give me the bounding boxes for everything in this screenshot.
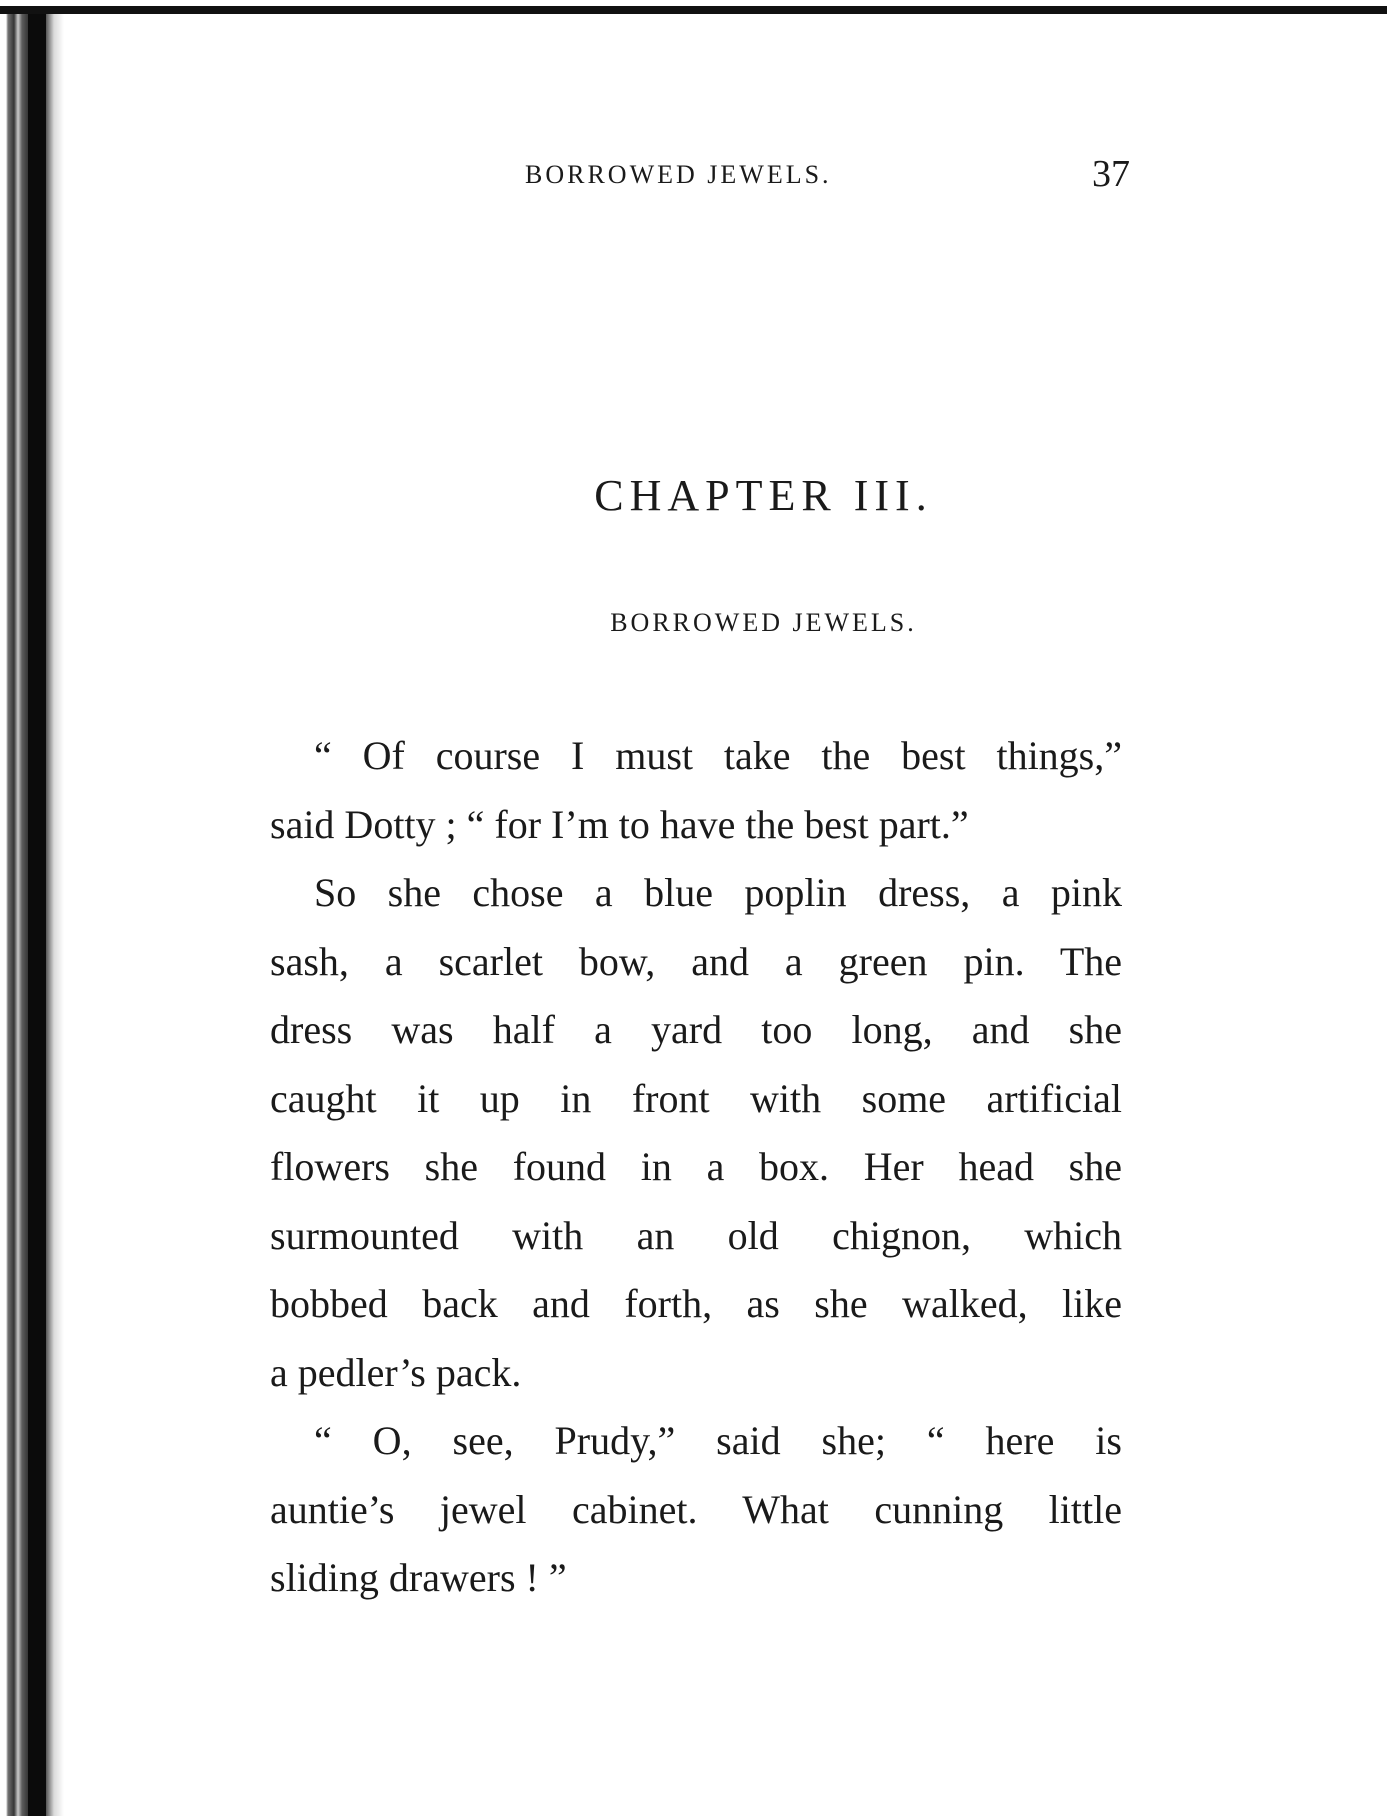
- text-line: caught it up in front with some artificial: [270, 1075, 1122, 1121]
- body-text: [270, 722, 1122, 1613]
- text-line: “ O, see, Prudy,” said she; “ here is: [314, 1418, 1122, 1463]
- running-head: [270, 153, 1130, 198]
- text-line: bobbed back and forth, as she walked, like: [270, 1281, 1122, 1326]
- text-line: surmounted with an old chignon, which: [270, 1212, 1122, 1258]
- text-line: a pedler’s pack.: [270, 1349, 522, 1395]
- text-line: “ Of course I must take the best things,”: [314, 733, 1122, 778]
- chapter-title: CHAPTER III.: [594, 471, 933, 520]
- text-line: So she chose a blue poplin dress, a pink: [314, 870, 1122, 915]
- text-line: auntie’s jewel cabinet. What cunning little: [270, 1486, 1122, 1532]
- text-line: said Dotty ; “ for I’m to have the best part.”: [270, 801, 969, 847]
- top-border-rule: [0, 6, 1387, 14]
- chapter-subtitle: BORROWED JEWELS.: [610, 608, 917, 637]
- running-head-title: BORROWED JEWELS.: [525, 160, 832, 189]
- text-line: dress was half a yard too long, and she: [270, 1007, 1122, 1052]
- binding-spine-shadow: [28, 14, 46, 1816]
- text-line: sash, a scarlet bow, and a green pin. The: [270, 938, 1122, 984]
- page-number: 37: [1092, 153, 1130, 195]
- text-line: flowers she found in a box. Her head she: [270, 1144, 1122, 1189]
- text-line: sliding drawers ! ”: [270, 1555, 567, 1600]
